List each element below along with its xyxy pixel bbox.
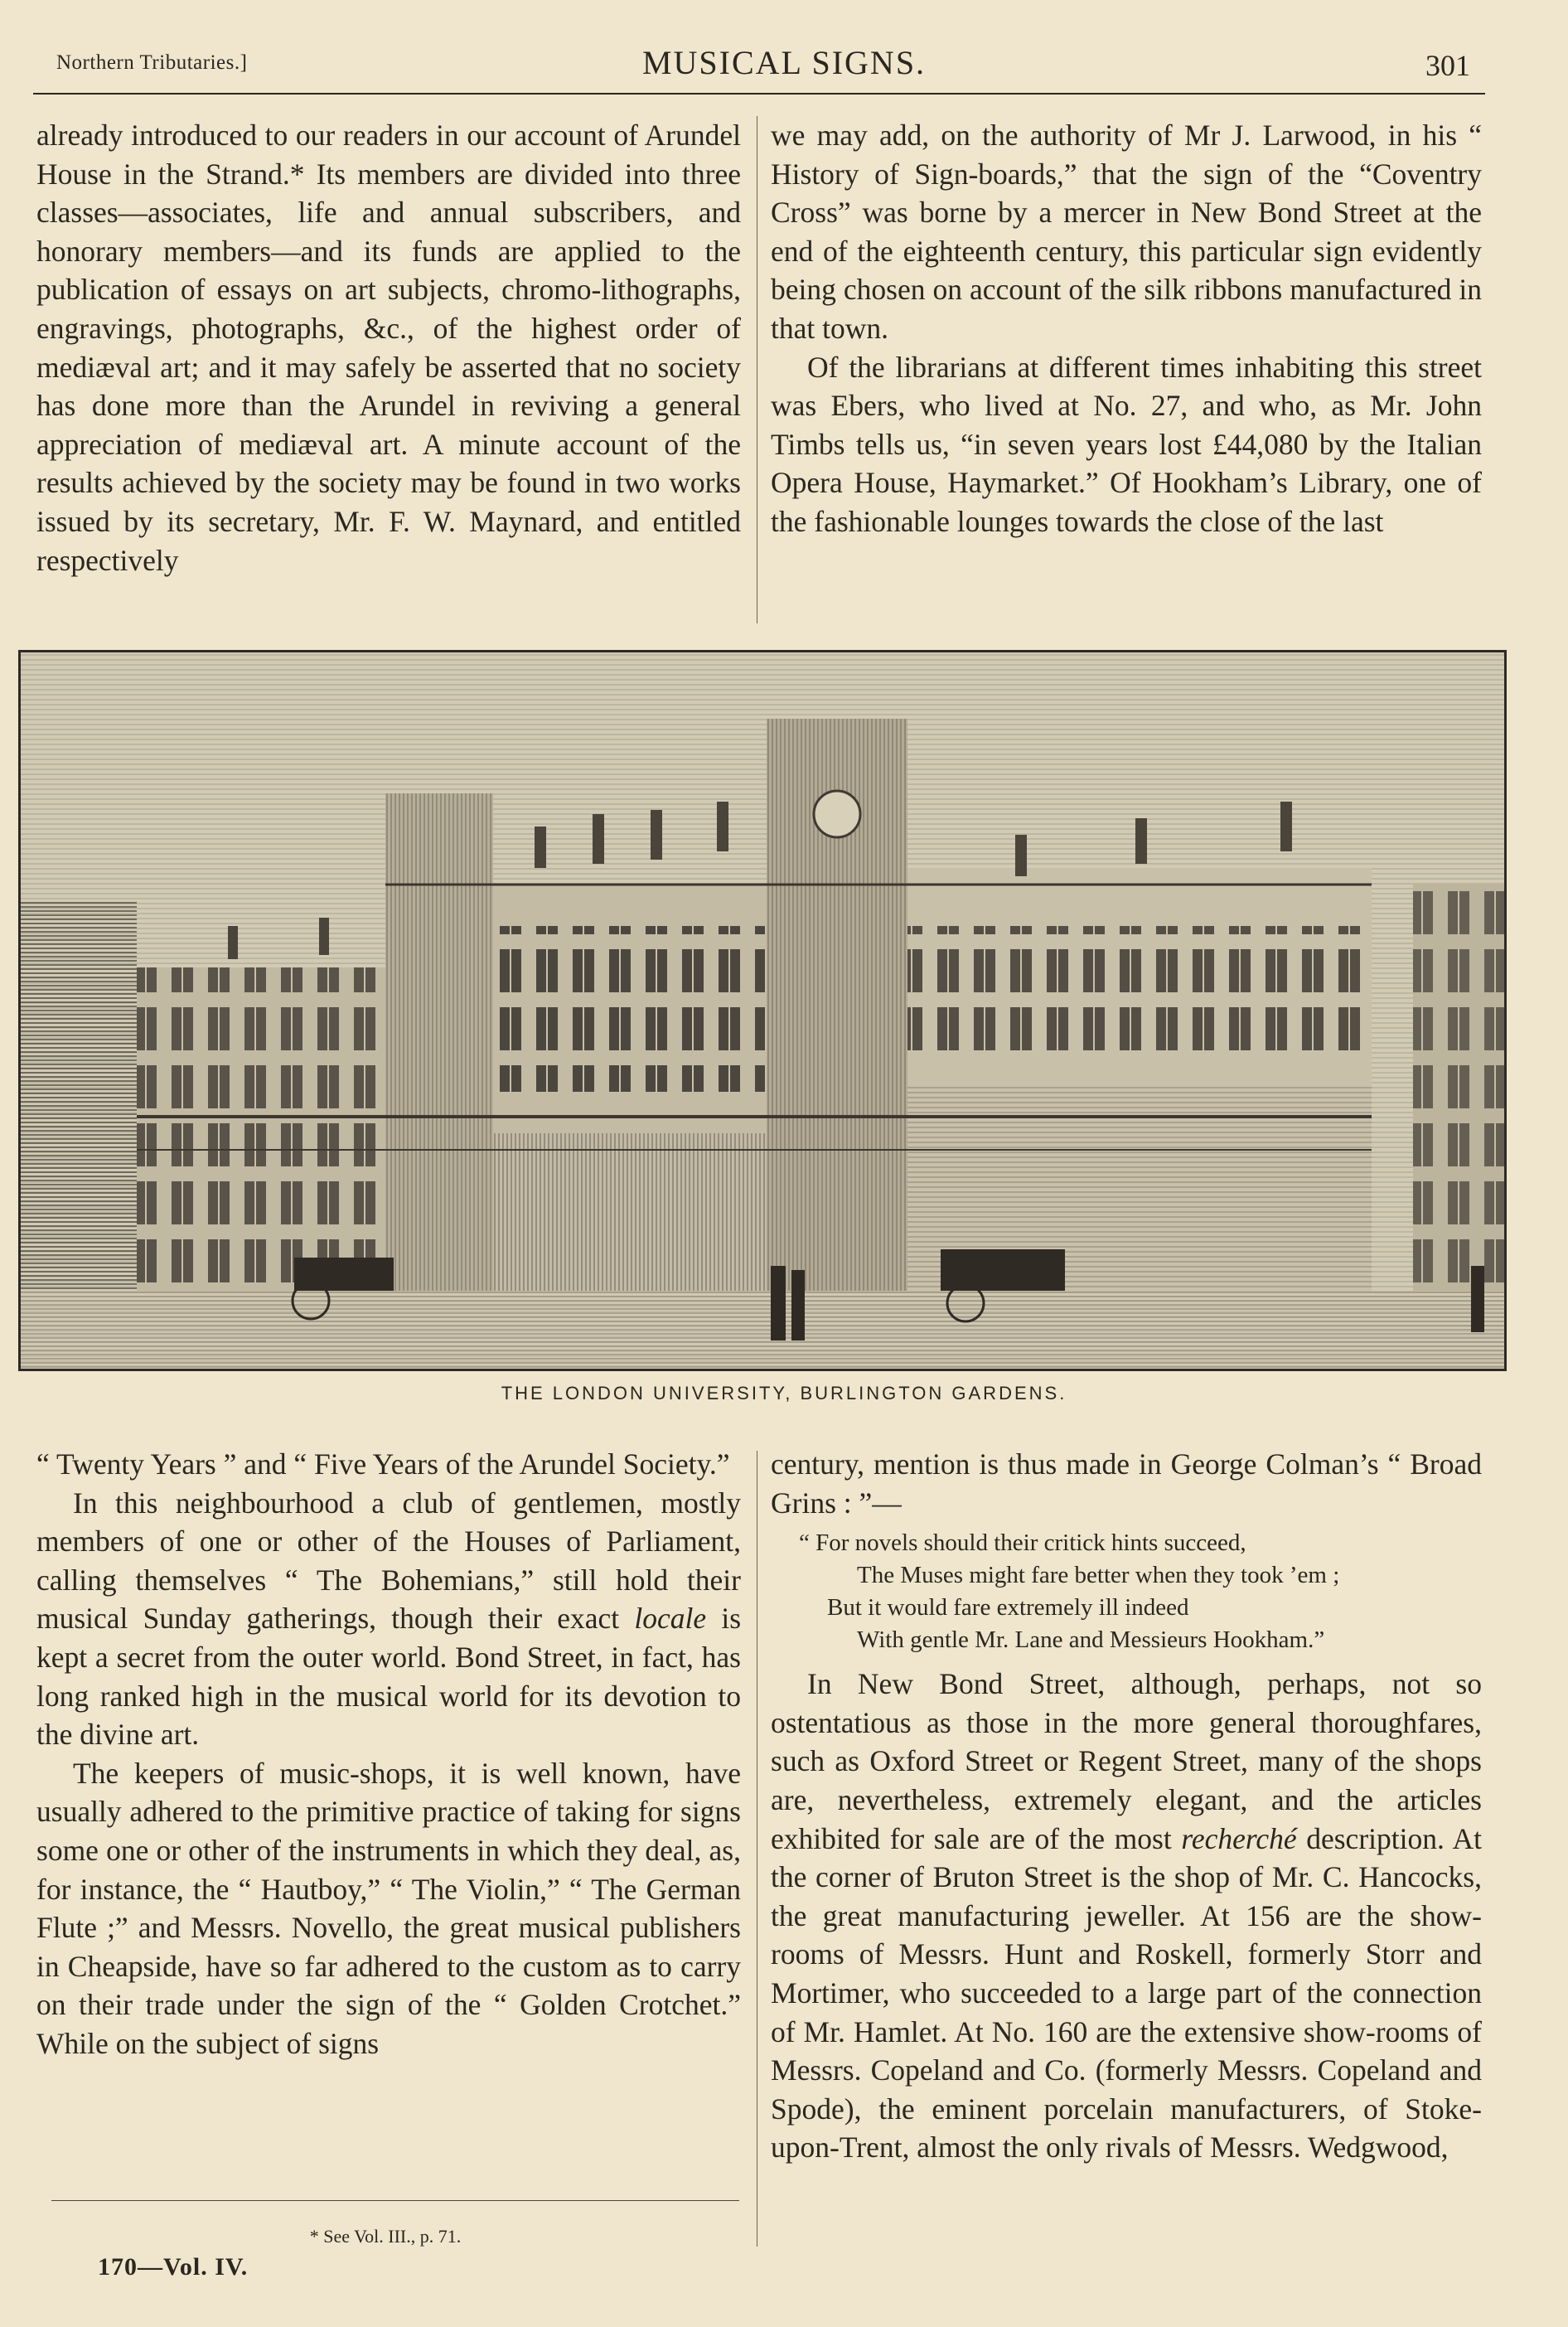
paragraph: Of the librarians at different times inhabiting this street was Ebers, who lived at No. 27, and who, as Mr. John Timbs tells us, “in seven years lost £44,080 by the Italian Opera House, Haymarket.” Of Hookham’s Library, one of the fashionable lounges towards the close of the last xyxy=(771,350,1482,538)
paragraph: century, mention is thus made in George Colman’s “ Broad Grins : ”— xyxy=(771,1447,1482,1520)
bottom-left-column xyxy=(36,1445,741,2063)
bottom-right-column xyxy=(771,1445,1482,2167)
italic-term: locale xyxy=(634,1602,707,1636)
verse-line: The Muses might fare better when they took ’em ; xyxy=(857,1562,1340,1589)
illustration-caption: THE LONDON UNIVERSITY, BURLINGTON GARDENS. xyxy=(501,1383,1067,1403)
running-header-section: Northern Tributaries.] xyxy=(56,51,248,74)
paragraph: already introduced to our readers in our account of Arundel House in the Strand.* Its members are divided into three classes—associates, life and annual subscribers, and honorary members—and its funds are applied to the publication of essays on art subjects, chromo-lithographs, engravings, photographs, &c., of the highest order of mediæval art; and it may safely be asserted that no society has done more than the Arundel in reviving a general appreciation of mediæval art. A minute account of the results achieved by the society may be found in two works issued by its secretary, Mr. F. W. Maynard, and entitled respectively xyxy=(36,119,741,577)
engraving-london-university xyxy=(18,650,1507,1371)
paragraph: The keepers of music-shops, it is well known, have usually adhered to the primitive practice of taking for signs some one or other of the instruments in which they deal, as, for instance, the “ Hautboy,” “ The Violin,” “ The German Flute ;” and Messrs. Novello, the great musical publishers in Cheapside, have so far adhered to the custom as to carry on their trade under the sign of the “ Golden Crotchet.” While on the subject of signs xyxy=(36,1756,741,2060)
engraving-image xyxy=(21,652,1504,1369)
paragraph: “ Twenty Years ” and “ Five Years of the Arundel Society.” xyxy=(36,1447,730,1481)
paragraph xyxy=(36,1484,741,1754)
top-right-column xyxy=(771,116,1482,541)
paragraph xyxy=(771,1665,1482,2167)
verse-quotation xyxy=(771,1527,1482,1656)
paragraph-text: In New Bond Street, although, perhaps, not so ostentatious as those in the more general thoroughfares, such as Oxford Street or Regent Street, many of the shops are, nevertheless, extremely elegant, and the articles exhibited for sale are of the most xyxy=(771,1667,1482,1855)
footnote: * See Vol. III., p. 71. xyxy=(309,2226,462,2247)
paragraph-text: is kept a secret from the outer world. Bond Street, in fact, has long ranked high in the musical world for its devotion to the divine art. xyxy=(36,1602,742,1752)
paragraph-text: In this neighbourhood a club of gentlemen, mostly members of one or other of the Houses of Parliament, calling themselves “ The Bohemians,” still hold their musical Sunday gatherings, though their exact xyxy=(36,1486,741,1636)
running-header-title: MUSICAL SIGNS. xyxy=(641,44,927,81)
verse-line: With gentle Mr. Lane and Messieurs Hookham.” xyxy=(857,1626,1325,1654)
paragraph-text: description. At the corner of Bruton Street is the shop of Mr. C. Hancocks, the great manufacturing jeweller. At 156 are the show-rooms of Messrs. Hunt and Roskell, formerly Storr and Mortimer, who succeeded to a large part of the connection of Mr. Hamlet. At No. 160 are the extensive show-rooms of Messrs. Copeland and Co. (formerly Messrs. Copeland and Spode), the eminent porcelain manufacturers, of Stoke-upon-Trent, almost the only rivals of Messrs. Wedgwood, xyxy=(771,1821,1483,2165)
footnote-rule xyxy=(51,2200,739,2201)
header-rule xyxy=(33,93,1485,95)
verse-line: But it would fare extremely ill indeed xyxy=(827,1594,1189,1622)
italic-term: recherché xyxy=(1181,1821,1297,1855)
paragraph: we may add, on the authority of Mr J. Larwood, in his “ History of Sign-boards,” that the sign of the “Coventry Cross” was borne by a mercer in New Bond Street at the end of the eighteenth century, this particular sign evidently being chosen on account of the silk ribbons manufactured in that town. xyxy=(771,119,1482,345)
top-left-column xyxy=(36,116,741,579)
signature-mark: 170—Vol. IV. xyxy=(98,2253,249,2281)
verse-line: “ For novels should their critick hints succeed, xyxy=(799,1530,1246,1557)
page-number: 301 xyxy=(1425,49,1470,82)
